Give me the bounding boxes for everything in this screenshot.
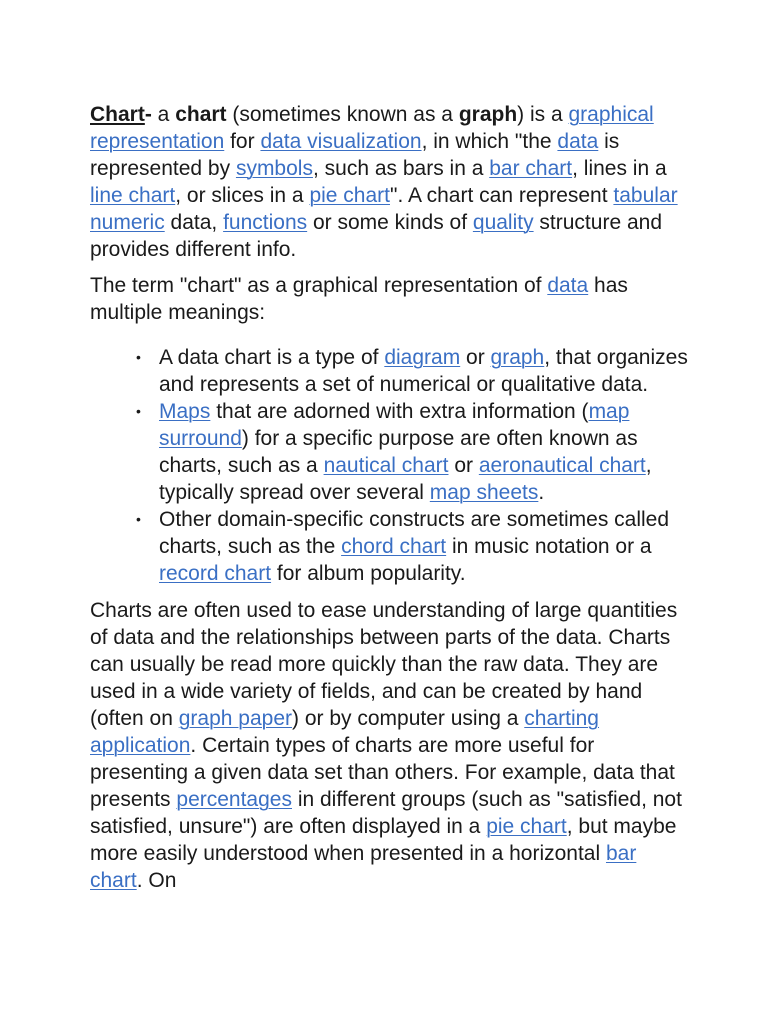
usage-text: in different groups (such as "satisfied, not satisfied, unsure") are often displayed in a [90, 788, 682, 838]
link-symbols[interactable]: symbols [235, 157, 313, 180]
usage-text: Charts are often used to ease understanding of large quantities of data and the relationships between parts of the data. Charts can usually be read more quickly than the raw data. They are used in a wide variety of fields, and can be created by hand (often on [90, 599, 678, 730]
link-data[interactable]: data [547, 274, 589, 297]
item-text: Other domain-specific constructs are sometimes called charts, such as the [159, 508, 670, 558]
term-text: The term "chart" as a graphical representation of [90, 274, 548, 297]
link-map-surround[interactable]: map surround [159, 400, 630, 450]
link-charting-application[interactable]: charting application [90, 707, 599, 757]
link-nautical-chart[interactable]: nautical chart [323, 454, 449, 477]
link-diagram[interactable]: diagram [384, 346, 461, 369]
link-graph-paper[interactable]: graph paper [178, 707, 292, 730]
list-item [136, 344, 690, 398]
link-functions[interactable]: functions [223, 211, 308, 234]
bold-graph: graph [458, 103, 518, 126]
item-text: that are adorned with extra information ( [210, 400, 589, 423]
link-numeric[interactable]: numeric [90, 211, 165, 234]
intro-text: for [224, 130, 261, 153]
bold-chart: chart [175, 103, 227, 126]
link-chord-chart[interactable]: chord chart [341, 535, 447, 558]
link-pie-chart[interactable]: pie chart [486, 815, 567, 838]
intro-text: ) is a [517, 103, 569, 126]
intro-paragraph [90, 101, 690, 263]
intro-text: a [157, 103, 176, 126]
link-map-sheets[interactable]: map sheets [429, 481, 539, 504]
intro-text: structure and provides different info. [90, 211, 662, 261]
usage-text: . Certain types of charts are more useful for presenting a given data set than others. For example, data that presents [90, 734, 675, 811]
link-record-chart[interactable]: record chart [159, 562, 272, 585]
item-text: for album popularity. [271, 562, 466, 585]
link-tabular[interactable]: tabular [613, 184, 678, 207]
link-line-chart[interactable]: line chart [90, 184, 176, 207]
item-text: ) for a specific purpose are often known as charts, such as a [159, 427, 638, 477]
term-paragraph [90, 272, 690, 326]
usage-text: . On [136, 869, 177, 892]
intro-text: or some kinds of [307, 211, 473, 234]
usage-text: , but maybe more easily understood when presented in a horizontal [90, 815, 677, 865]
term-dash: - [144, 103, 158, 126]
list-item [136, 506, 690, 587]
item-text: , typically spread over several [159, 454, 652, 504]
bullet-icon: • [136, 349, 141, 365]
meanings-list [90, 344, 690, 587]
link-bar-chart[interactable]: bar chart [489, 157, 573, 180]
item-text: or [448, 454, 479, 477]
intro-text: , or slices in a [175, 184, 310, 207]
link-pie-chart[interactable]: pie chart [309, 184, 390, 207]
item-text: A data chart is a type of [159, 346, 385, 369]
intro-text: (sometimes known as a [226, 103, 459, 126]
usage-text: ) or by computer using a [292, 707, 525, 730]
link-maps[interactable]: Maps [159, 400, 211, 423]
link-percentages[interactable]: percentages [176, 788, 292, 811]
item-text: in music notation or a [446, 535, 652, 558]
item-text: . [538, 481, 545, 504]
link-aeronautical-chart[interactable]: aeronautical chart [478, 454, 646, 477]
link-quality[interactable]: quality [472, 211, 534, 234]
bullet-icon: • [136, 511, 141, 527]
term-text: has multiple meanings: [90, 274, 628, 324]
item-text: , that organizes and represents a set of numerical or qualitative data. [159, 346, 688, 396]
usage-paragraph [90, 597, 690, 894]
term-heading: Chart [90, 103, 145, 126]
link-data[interactable]: data [557, 130, 599, 153]
link-bar-chart[interactable]: bar chart [90, 842, 637, 892]
document-page [90, 101, 690, 894]
bullet-icon: • [136, 403, 141, 419]
list-item [136, 398, 690, 506]
intro-text: , in which "the [421, 130, 558, 153]
link-graph[interactable]: graph [490, 346, 545, 369]
intro-text: , such as bars in a [312, 157, 490, 180]
link-graphical-representation[interactable]: graphical representation [90, 103, 654, 153]
intro-text: ". A chart can represent [389, 184, 614, 207]
intro-text: , lines in a [572, 157, 667, 180]
intro-text: is represented by [90, 130, 620, 180]
link-data-visualization[interactable]: data visualization [260, 130, 422, 153]
intro-text: data, [164, 211, 224, 234]
item-text: or [460, 346, 491, 369]
